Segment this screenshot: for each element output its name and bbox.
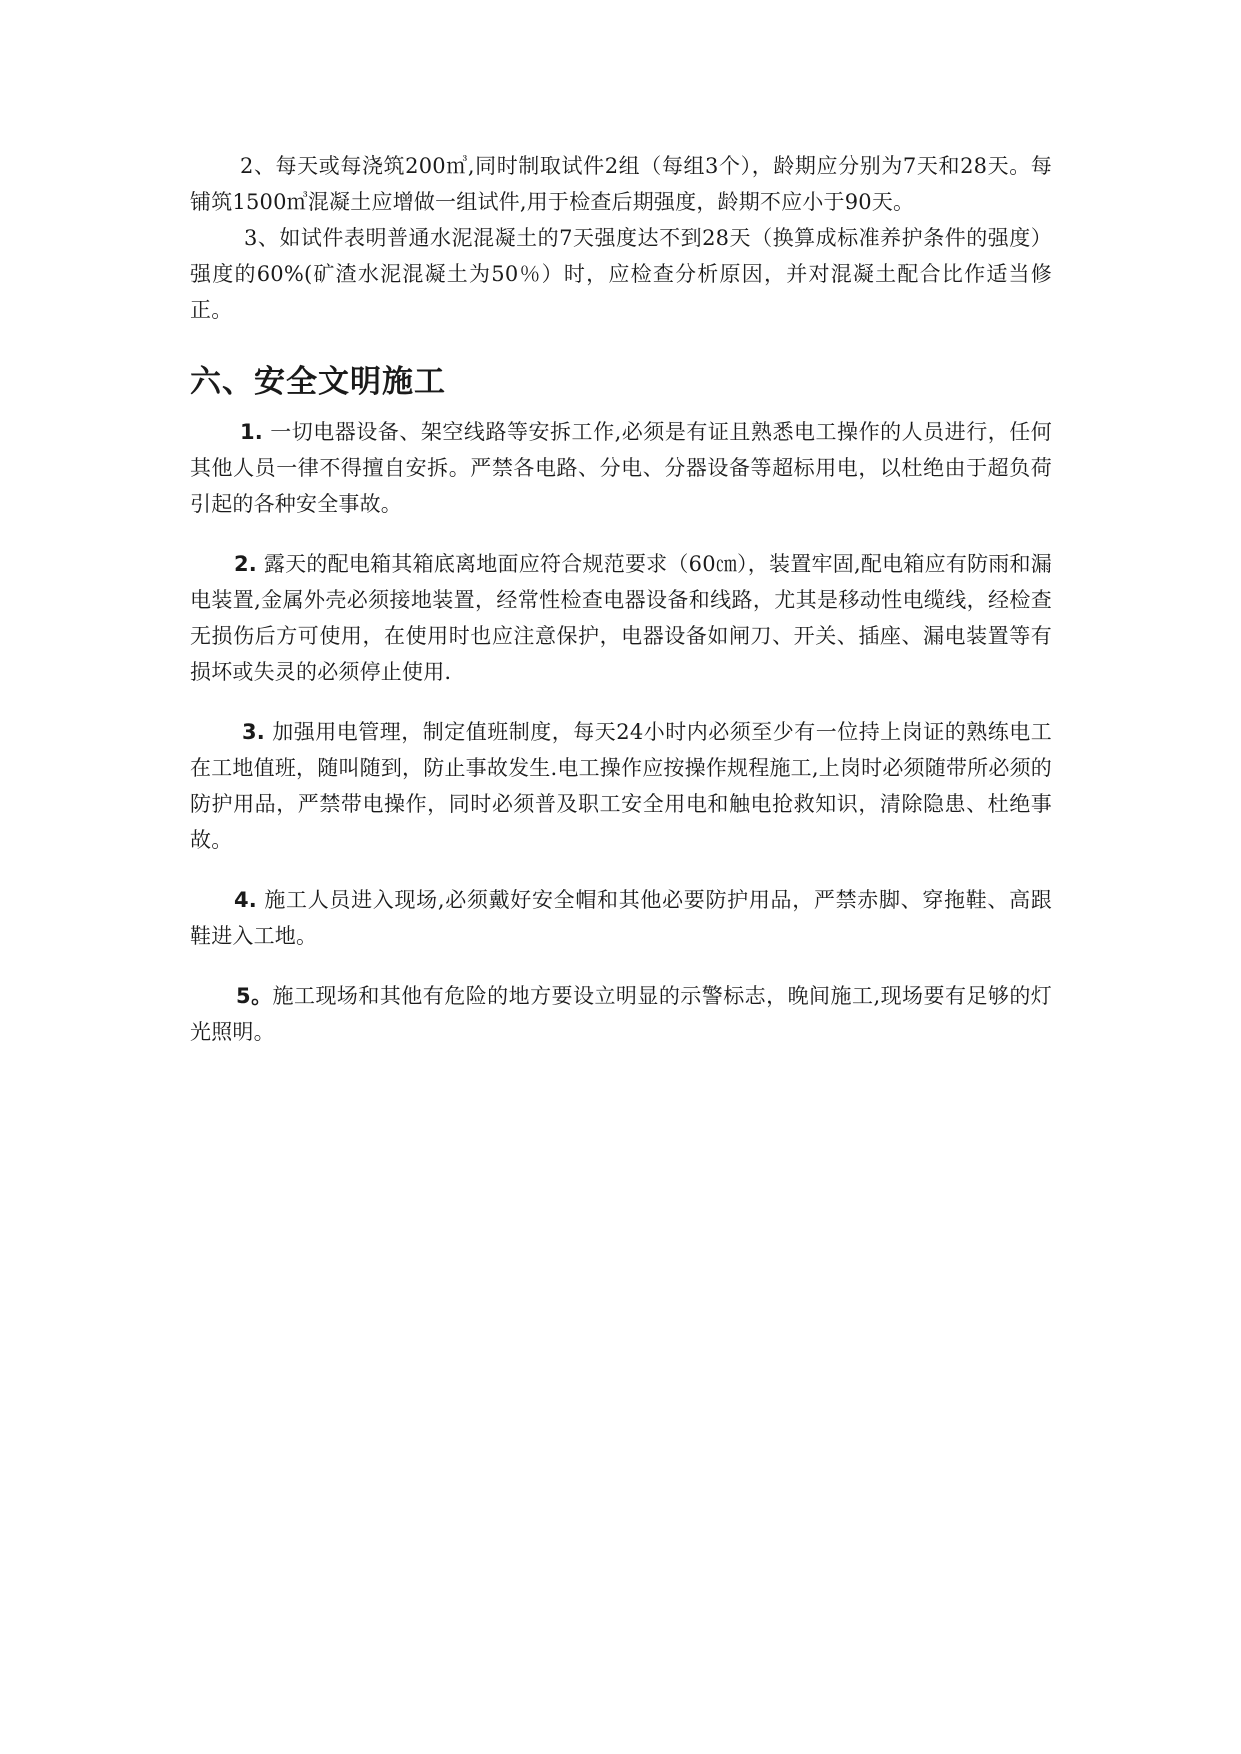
safety-item-3	[190, 714, 1052, 858]
paragraph-specimen-groups: 2、每天或每浇筑200㎥,同时制取试件2组（每组3个），龄期应分别为7天和28天。每铺筑1500㎥混凝土应增做一组试件,用于检查后期强度，龄期不应小于90天。	[190, 154, 1052, 214]
item-number: 5。	[236, 984, 273, 1008]
item-text: 施工人员进入现场,必须戴好安全帽和其他必要防护用品，严禁赤脚、穿拖鞋、高跟鞋进入工地。	[190, 888, 1052, 948]
item-number: 1.	[240, 420, 263, 444]
safety-item-4	[190, 882, 1052, 954]
item-number: 3.	[242, 720, 265, 744]
item-number: 2.	[234, 552, 257, 576]
paragraph-strength-check: 3、如试件表明普通水泥混凝土的7天强度达不到28天（换算成标准养护条件的强度）强度的60%(矿渣水泥混凝土为50％）时，应检查分析原因，并对混凝土配合比作适当修正。	[190, 226, 1052, 322]
section-heading-safety: 六、安全文明施工	[190, 364, 446, 400]
item-text: 露天的配电箱其箱底离地面应符合规范要求（60㎝），装置牢固,配电箱应有防雨和漏电装置,金属外壳必须接地装置，经常性检查电器设备和线路，尤其是移动性电缆线，经检查无损伤后方可使用，在使用时也应注意保护，电器设备如闸刀、开关、插座、漏电装置等有损坏或失灵的必须停止使用.	[190, 552, 1052, 684]
item-text: 加强用电管理，制定值班制度，每天24小时内必须至少有一位持上岗证的熟练电工在工地值班，随叫随到，防止事故发生.电工操作应按操作规程施工,上岗时必须随带所必须的防护用品，严禁带电操作，同时必须普及职工安全用电和触电抢救知识，清除隐患、杜绝事故。	[190, 720, 1052, 852]
item-number: 4.	[234, 888, 257, 912]
document-page	[190, 148, 1052, 1050]
safety-item-1	[190, 414, 1052, 522]
item-text: 施工现场和其他有危险的地方要设立明显的示警标志，晚间施工,现场要有足够的灯光照明。	[190, 984, 1053, 1044]
safety-item-2	[190, 546, 1052, 690]
item-text: 一切电器设备、架空线路等安拆工作,必须是有证且熟悉电工操作的人员进行，任何其他人员一律不得擅自安拆。严禁各电路、分电、分器设备等超标用电，以杜绝由于超负荷引起的各种安全事故。	[190, 420, 1052, 516]
safety-item-5	[190, 978, 1052, 1050]
